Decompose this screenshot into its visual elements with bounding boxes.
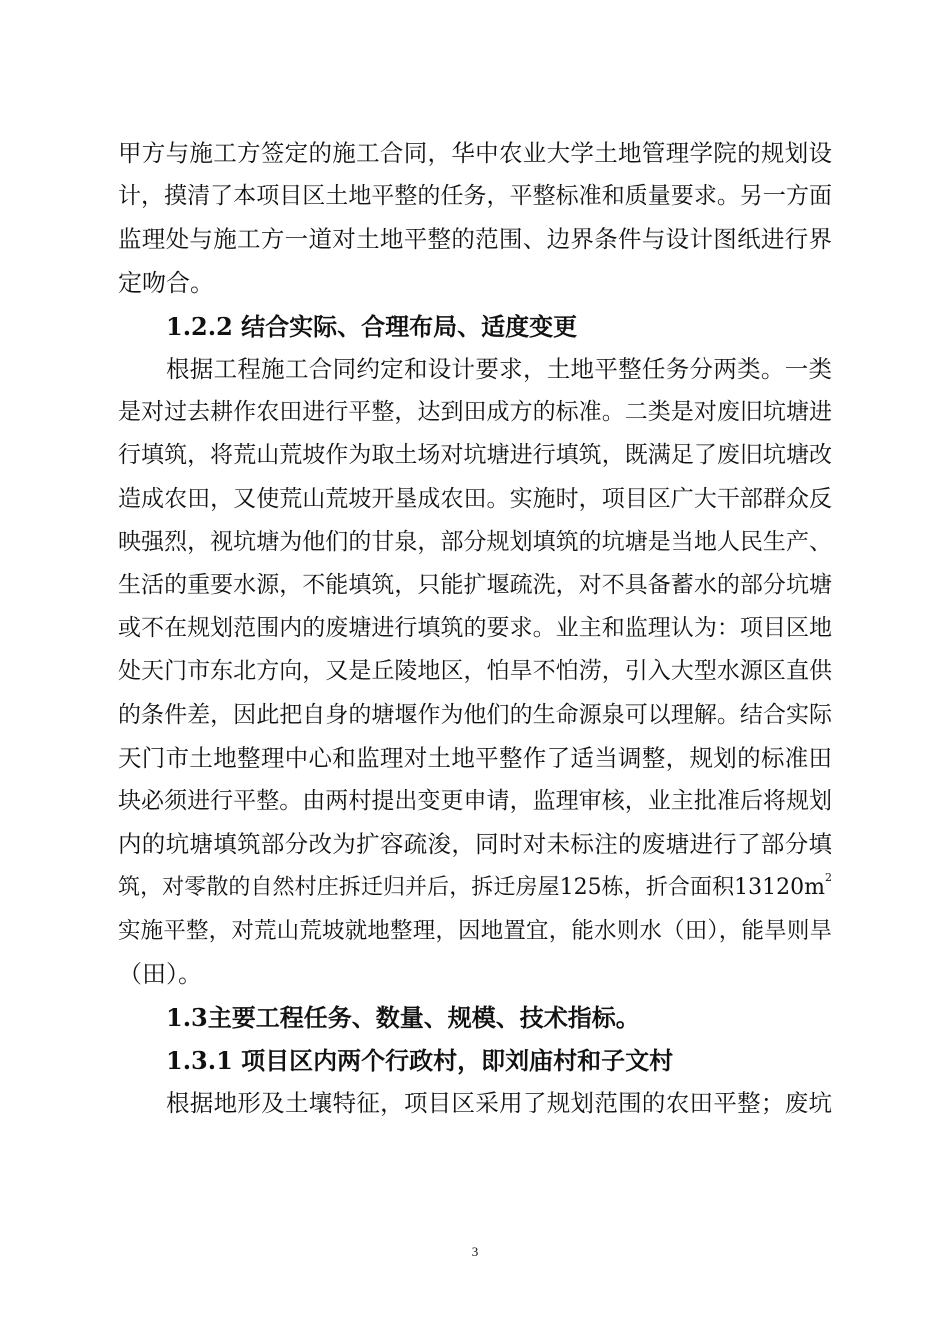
paragraph-line: 天门市土地整理中心和监理对土地平整作了适当调整，规划的标准田 <box>118 743 832 772</box>
paragraph-line: 定吻合。 <box>118 268 214 297</box>
section-heading-1-3: 1.3主要工程任务、数量、规模、技术指标。 <box>166 1003 640 1032</box>
area-line-text: 筑，对零散的自然村庄拆迁归并后，拆迁房屋125栋，折合面积13120m <box>118 875 825 901</box>
paragraph-line: 内的坑塘填筑部分改为扩容疏浚，同时对未标注的废塘进行了部分填 <box>118 830 832 859</box>
paragraph-line: 生活的重要水源，不能填筑，只能扩堰疏洗，对不具备蓄水的部分坑塘 <box>118 572 832 598</box>
paragraph-line: 根据地形及土壤特征，项目区采用了规划范围的农田平整；废坑 <box>166 1089 832 1118</box>
paragraph-line: 计，摸清了本项目区土地平整的任务，平整标准和质量要求。另一方面 <box>118 183 832 210</box>
section-heading-1-2-2: 1.2.2 结合实际、合理布局、适度变更 <box>166 311 578 341</box>
paragraph-line: 行填筑，将荒山荒坡作为取土场对坑塘进行填筑，既满足了废旧坑塘改 <box>118 442 832 469</box>
page-number: 3 <box>471 1244 479 1259</box>
paragraph-line: 实施平整，对荒山荒坡就地整理，因地置宜，能水则水（田），能旱则旱 <box>118 917 832 944</box>
paragraph-line: 甲方与施工方签定的施工合同，华中农业大学土地管理学院的规划设 <box>118 139 832 167</box>
paragraph-line: （田）。 <box>118 959 202 988</box>
paragraph-line: 或不在规划范围内的废塘进行填筑的要求。业主和监理认为：项目区地 <box>118 615 832 642</box>
paragraph-line-with-area <box>118 866 832 909</box>
paragraph-line: 监理处与施工方一道对土地平整的范围、边界条件与设计图纸进行界 <box>118 225 832 254</box>
paragraph-line: 映强烈，视坑塘为他们的甘泉，部分规划填筑的坑塘是当地人民生产、 <box>118 528 832 555</box>
paragraph-line: 处天门市东北方向，又是丘陵地区，怕旱不怕涝，引入大型水源区直供 <box>118 658 832 685</box>
paragraph-line: 根据工程施工合同约定和设计要求，土地平整任务分两类。一类 <box>166 355 832 383</box>
paragraph-line: 块必须进行平整。由两村提出变更申请，监理审核，业主批准后将规划 <box>118 788 832 814</box>
paragraph-line: 造成农田，又使荒山荒坡开垦成农田。实施时，项目区广大干部群众反 <box>118 485 832 512</box>
square-superscript: 2 <box>825 871 832 885</box>
paragraph-line: 的条件差，因此把自身的塘堰作为他们的生命源泉可以理解。结合实际 <box>118 701 832 728</box>
paragraph-line: 是对过去耕作农田进行平整，达到田成方的标准。二类是对废旧坑塘进 <box>118 399 832 426</box>
section-heading-1-3-1: 1.3.1 项目区内两个行政村，即刘庙村和子文村 <box>166 1046 674 1076</box>
